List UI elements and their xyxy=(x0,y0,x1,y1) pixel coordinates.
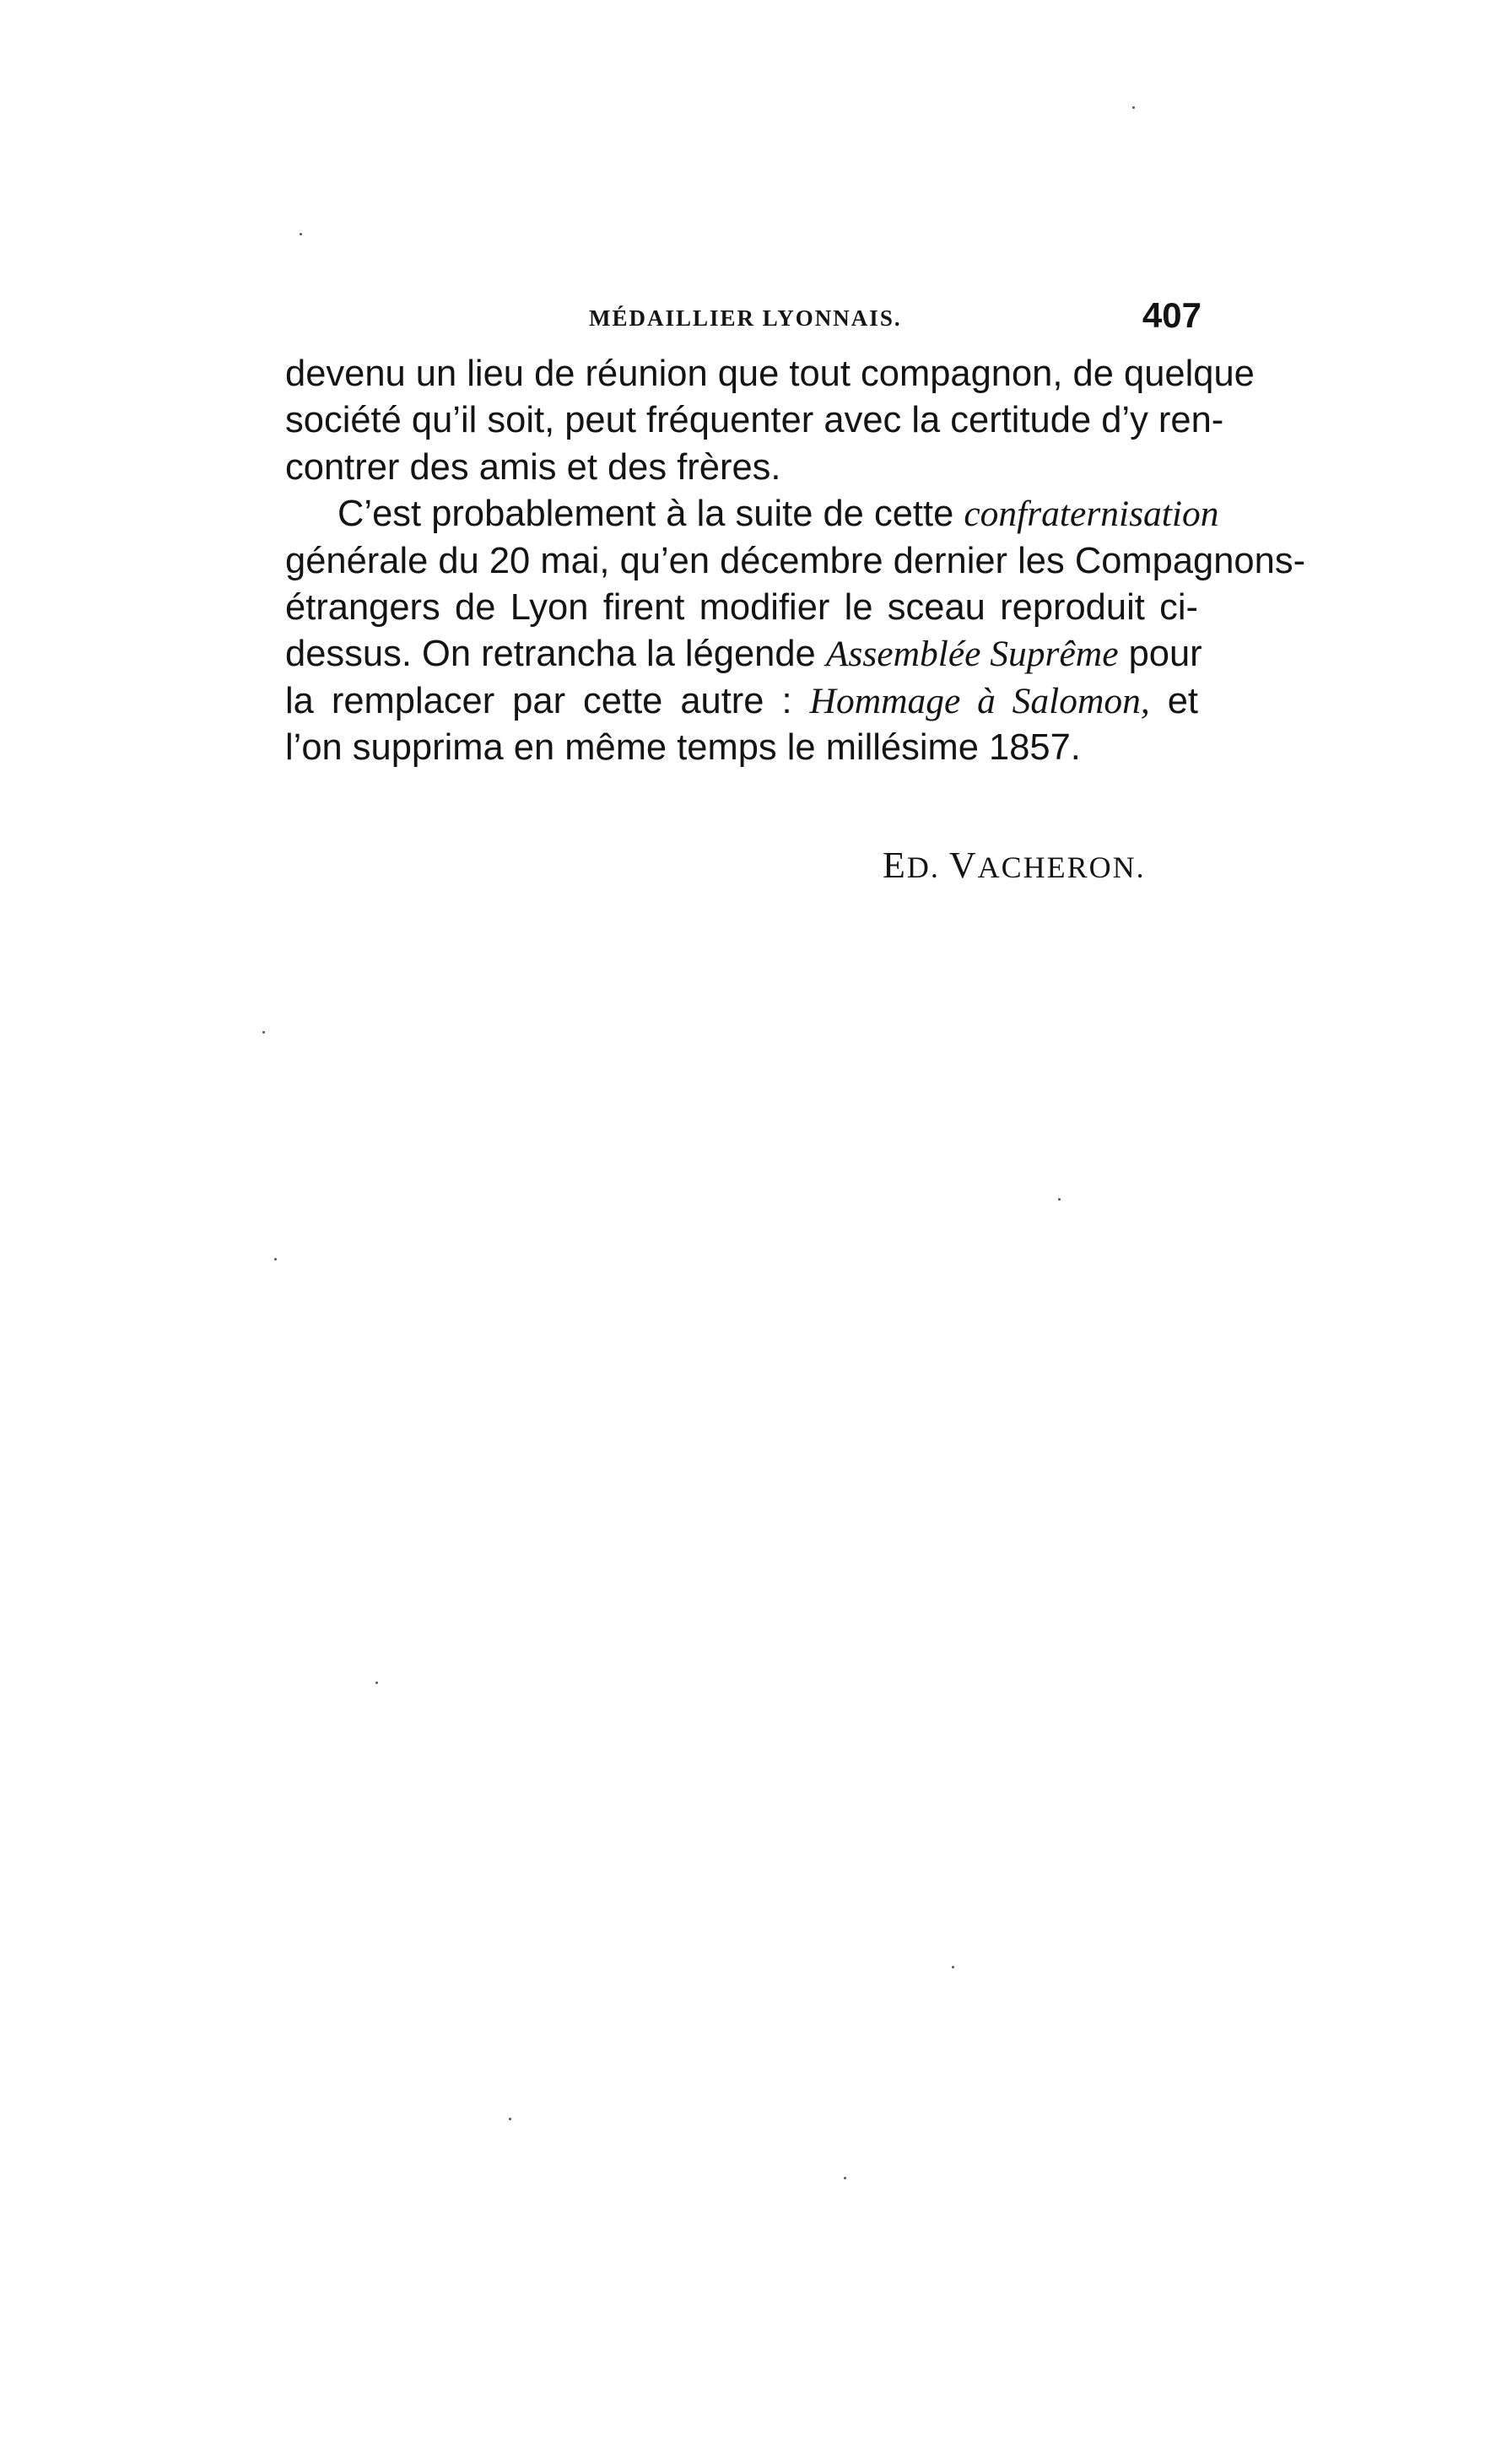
text-line: devenu un lieu de réunion que tout compagnon, de quelque xyxy=(285,354,1255,394)
text-segment: la remplacer par cette autre : xyxy=(285,680,792,721)
paper-speck xyxy=(300,233,302,235)
text-line xyxy=(285,631,1202,678)
text-line xyxy=(285,678,1198,725)
paper-speck xyxy=(1132,106,1135,109)
paper-speck xyxy=(509,2118,511,2120)
text-segment: pour xyxy=(1128,634,1202,675)
paper-speck xyxy=(952,1966,954,1968)
text-line xyxy=(285,491,1219,537)
text-line: contrer des amis et des frères. xyxy=(285,446,781,488)
signature-part: D. xyxy=(906,850,940,884)
signature-initial: V xyxy=(948,845,978,886)
text-segment: dessus. On retrancha la légende xyxy=(285,634,816,675)
running-title: MÉDAILLIER LYONNAIS. xyxy=(589,305,902,331)
text-line: étrangers de Lyon firent modifier le sceau reproduit ci- xyxy=(285,587,1198,629)
running-head xyxy=(285,295,1210,346)
body-text xyxy=(285,351,1306,772)
page-number: 407 xyxy=(1142,295,1202,335)
text-segment: C’est probablement à la suite de cette xyxy=(338,494,954,535)
paper-speck xyxy=(375,1682,378,1684)
signature-part: ACHERON. xyxy=(977,850,1146,884)
italic-term: Hommage à Salomon, xyxy=(809,680,1150,721)
paper-speck xyxy=(262,1031,265,1034)
italic-term: Assemblée Suprême xyxy=(825,634,1119,675)
paper-speck xyxy=(274,1258,277,1261)
text-line: l’on supprima en même temps le millésime 1857. xyxy=(285,727,1081,769)
italic-term: confraternisation xyxy=(964,494,1219,535)
text-line: société qu’il soit, peut fréquenter avec la certitude d’y ren- xyxy=(285,400,1224,441)
text-line: générale du 20 mai, qu’en décembre dernier les Compagnons- xyxy=(285,540,1306,581)
signature-initial: E xyxy=(883,845,907,886)
text-segment: et xyxy=(1167,680,1198,721)
author-signature xyxy=(883,844,1146,887)
paper-speck xyxy=(844,2177,846,2179)
paper-speck xyxy=(1058,1198,1061,1201)
